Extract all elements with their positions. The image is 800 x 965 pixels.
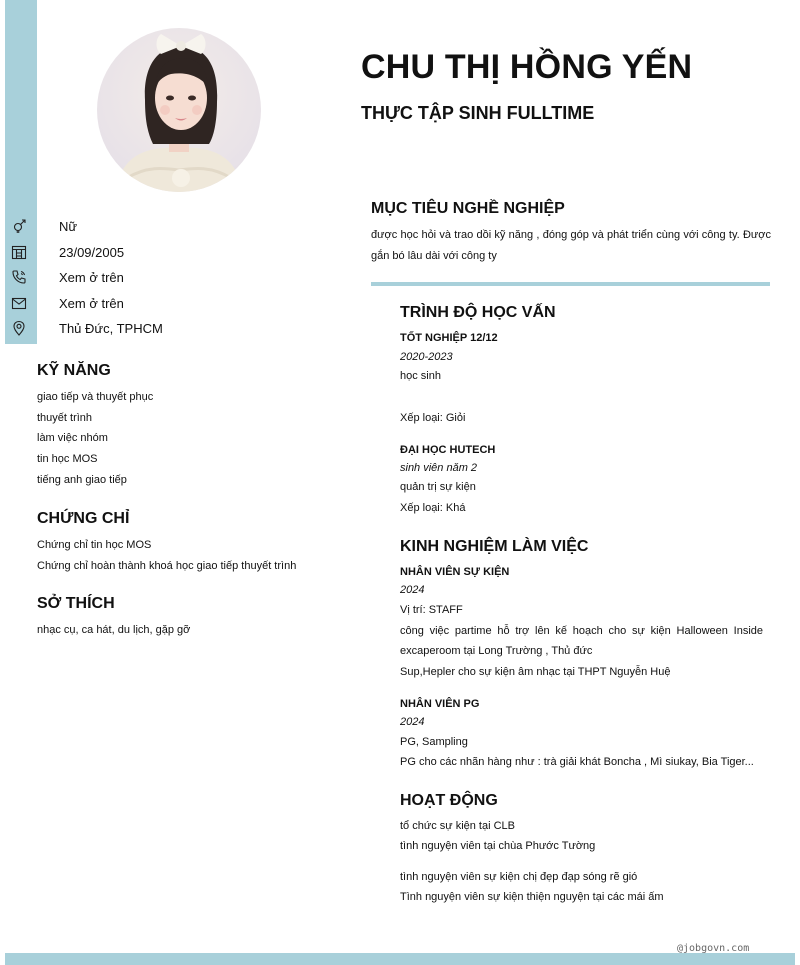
info-phone: [10, 267, 124, 287]
education-period: 2020-2023: [400, 351, 453, 363]
education-title: TRÌNH ĐỘ HỌC VẤN: [400, 304, 556, 321]
certificate-item: Chứng chỉ tin học MOS: [37, 539, 152, 551]
gender-icon: [10, 217, 28, 235]
experience-detail: Vị trí: STAFF: [400, 604, 463, 616]
experience-desc: PG cho các nhãn hàng như : trà giải khát Boncha , Mì siukay, Bia Tiger...: [400, 756, 754, 768]
activity-item: tình nguyện viên tại chùa Phước Tường: [400, 840, 596, 852]
birthday-text: 23/09/2005: [59, 244, 125, 260]
skills-title: KỸ NĂNG: [37, 362, 111, 379]
education-major: quản trị sự kiện: [400, 481, 476, 493]
mail-icon: [10, 294, 28, 312]
skill-item: giao tiếp và thuyết phục: [37, 391, 154, 403]
hobbies-title: SỞ THÍCH: [37, 595, 115, 612]
objective-text: được học hỏi và trao dồi kỹ năng , đóng góp và phát triển cùng với công ty. Được gắn bó lâu dài với công ty: [371, 229, 771, 262]
address-text: Thủ Đức, TPHCM: [59, 320, 163, 336]
certificate-item: Chứng chỉ hoàn thành khoá học giao tiếp thuyết trình: [37, 560, 297, 572]
activities-title: HOẠT ĐỘNG: [400, 792, 498, 809]
email-text: Xem ở trên: [59, 295, 124, 311]
skill-item: làm việc nhóm: [37, 432, 108, 444]
section-divider: [371, 282, 770, 286]
info-address: [10, 318, 163, 338]
skill-item: thuyết trình: [37, 412, 93, 424]
activity-item: tổ chức sự kiện tại CLB: [400, 820, 515, 832]
education-period: sinh viên năm 2: [400, 462, 478, 474]
experience-year: 2024: [400, 716, 425, 728]
candidate-name: CHU THỊ HỒNG YẾN: [361, 48, 693, 86]
skill-item: tin học MOS: [37, 453, 98, 465]
hobbies-text: nhạc cụ, ca hát, du lịch, gặp gỡ: [37, 624, 191, 636]
watermark: @jobgovn.com: [677, 943, 750, 954]
info-gender: [10, 216, 78, 236]
education-school: TỐT NGHIỆP 12/12: [400, 332, 498, 344]
phone-icon: [10, 268, 28, 286]
objective-title: MỤC TIÊU NGHỀ NGHIỆP: [371, 200, 565, 217]
gender-text: Nữ: [59, 218, 78, 234]
experience-position: NHÂN VIÊN PG: [400, 698, 480, 710]
experience-year: 2024: [400, 584, 425, 596]
education-major: học sinh: [400, 370, 441, 382]
phone-text: Xem ở trên: [59, 269, 124, 285]
experience-title: KINH NGHIỆM LÀM VIỆC: [400, 538, 589, 555]
certificates-title: CHỨNG CHỈ: [37, 510, 130, 527]
info-email: [10, 293, 124, 313]
location-icon: [10, 319, 28, 337]
experience-extra: Sup,Hepler cho sự kiện âm nhạc tại THPT Nguyễn Huệ: [400, 666, 671, 678]
bottom-accent-bar: [5, 953, 795, 965]
experience-detail: PG, Sampling: [400, 736, 468, 748]
calendar-icon: [10, 243, 28, 261]
experience-position: NHÂN VIÊN SỰ KIỆN: [400, 566, 510, 578]
education-grade: Xếp loại: Giỏi: [400, 412, 466, 424]
activity-item: tình nguyện viên sự kiện chị đẹp đạp sóng rẽ gió: [400, 871, 638, 883]
activity-item: Tình nguyện viên sự kiện thiện nguyện tại các mái ấm: [400, 891, 664, 903]
avatar: [97, 28, 261, 192]
education-grade: Xếp loại: Khá: [400, 502, 466, 514]
experience-desc: công việc partime hỗ trợ lên kế hoạch cho sự kiện Halloween Inside excaperoom tại Long Trường , Thủ đức: [400, 625, 763, 657]
info-birthday: [10, 242, 125, 262]
candidate-role: THỰC TẬP SINH FULLTIME: [361, 103, 595, 123]
skill-item: tiếng anh giao tiếp: [37, 474, 127, 486]
education-school: ĐẠI HỌC HUTECH: [400, 444, 496, 456]
